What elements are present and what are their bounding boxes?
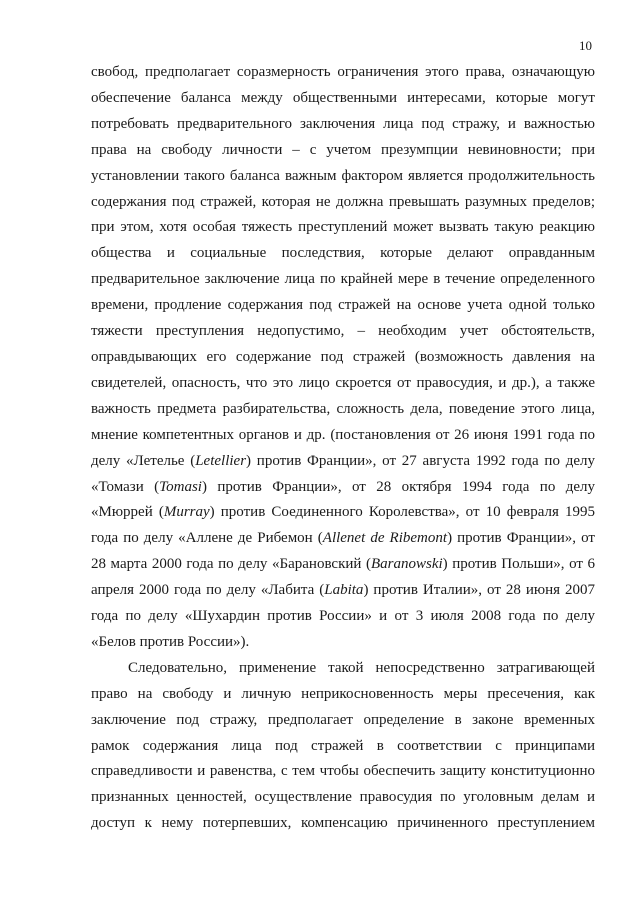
text-line-case-baranowski <box>91 552 595 578</box>
body-text <box>91 60 595 837</box>
case-name-latin: Labita <box>324 582 364 599</box>
text-run: ) против Франции», от <box>447 530 595 547</box>
text-line: признанных ценностей, осуществление правосудия по уголовным делам и <box>91 789 595 806</box>
case-name-latin: Baranowski <box>370 556 443 573</box>
text-line: «Белов против России»). <box>91 633 250 650</box>
paragraph-1 <box>91 60 595 656</box>
text-line: предварительное заключение лица по крайней мере в течение определенного <box>91 271 595 288</box>
text-line: общества и социальные последствия, которые делают оправданным <box>91 245 595 262</box>
case-name-latin: Tomasi <box>159 478 202 495</box>
text-line: свидетелей, опасность, что это лицо скроется от правосудия, и др.), а также <box>91 374 595 391</box>
text-line: доступ к нему потерпевших, компенсацию причиненного преступлением <box>91 815 595 832</box>
text-run: ) против Польши», от 6 <box>442 556 595 573</box>
text-line: мнение компетентных органов и др. (постановления от 26 июня 1991 года по <box>91 426 595 443</box>
text-run: делу «Летелье ( <box>91 452 196 469</box>
text-run: «Мюррей ( <box>91 504 164 521</box>
text-line-case-allenet <box>91 526 595 552</box>
text-line: тяжести преступления недопустимо, – необходим учет обстоятельств, <box>91 323 595 340</box>
case-name-latin: Murray <box>163 504 210 521</box>
text-line: года по делу «Шухардин против России» и от 3 июля 2008 года по делу <box>91 608 595 625</box>
text-line: содержания под стражей, которая не должна превышать разумных пределов; <box>91 193 595 210</box>
text-line: права на свободу личности – с учетом презумпции невиновности; при <box>91 141 595 158</box>
text-line-case-murray <box>91 500 595 526</box>
text-line-case-tomasi <box>91 475 595 501</box>
case-name-latin: Letellier <box>195 452 247 469</box>
text-line: свобод, предполагает соразмерность ограничения этого права, означающую <box>91 64 595 80</box>
text-line: обеспечение баланса между общественными интересами, которые могут <box>91 89 595 106</box>
text-run: года по делу «Аллене де Рибемон ( <box>91 530 323 547</box>
paragraph-2 <box>91 656 595 837</box>
text-line: право на свободу и личную неприкосновенность меры пресечения, как <box>91 685 595 702</box>
text-run: ) против Франции», от 27 августа 1992 года по делу <box>246 452 595 469</box>
text-line: оправдывающих его содержание под стражей (возможность давления на <box>91 348 595 365</box>
text-run: ) против Соединенного Королевства», от 10 февраля 1995 <box>209 504 595 521</box>
text-run: «Томази ( <box>91 478 160 495</box>
text-line: важность предмета разбирательства, сложность дела, поведение этого лица, <box>91 400 595 417</box>
text-line: рамок содержания лица под стражей в соответствии с принципами <box>91 737 595 754</box>
text-run: апреля 2000 года по делу «Лабита ( <box>91 582 325 599</box>
case-name-latin: Allenet de Ribemont <box>322 530 448 547</box>
page-number: 10 <box>579 38 592 53</box>
text-line: потребовать предварительного заключения лица под стражу, и важностью <box>91 115 595 132</box>
text-line: времени, продление содержания под стражей на основе учета одной только <box>91 297 595 314</box>
text-line: заключение под стражу, предполагает определение в законе временных <box>91 711 595 728</box>
text-line: Следовательно, применение такой непосредственно затрагивающей <box>128 659 595 676</box>
text-line-case-labita <box>91 578 595 604</box>
text-line: справедливости и равенства, с тем чтобы обеспечить защиту конституционно <box>91 763 595 780</box>
text-line-case-letellier <box>91 449 595 475</box>
text-line: установлении такого баланса важным фактором является продолжительность <box>91 167 595 184</box>
text-run: ) против Италии», от 28 июня 2007 <box>363 582 595 599</box>
text-line: при этом, хотя особая тяжесть преступлений может вызвать такую реакцию <box>91 219 595 236</box>
text-run: ) против Франции», от 28 октября 1994 года по делу <box>201 478 595 495</box>
text-run: 28 марта 2000 года по делу «Барановский ( <box>91 556 371 573</box>
